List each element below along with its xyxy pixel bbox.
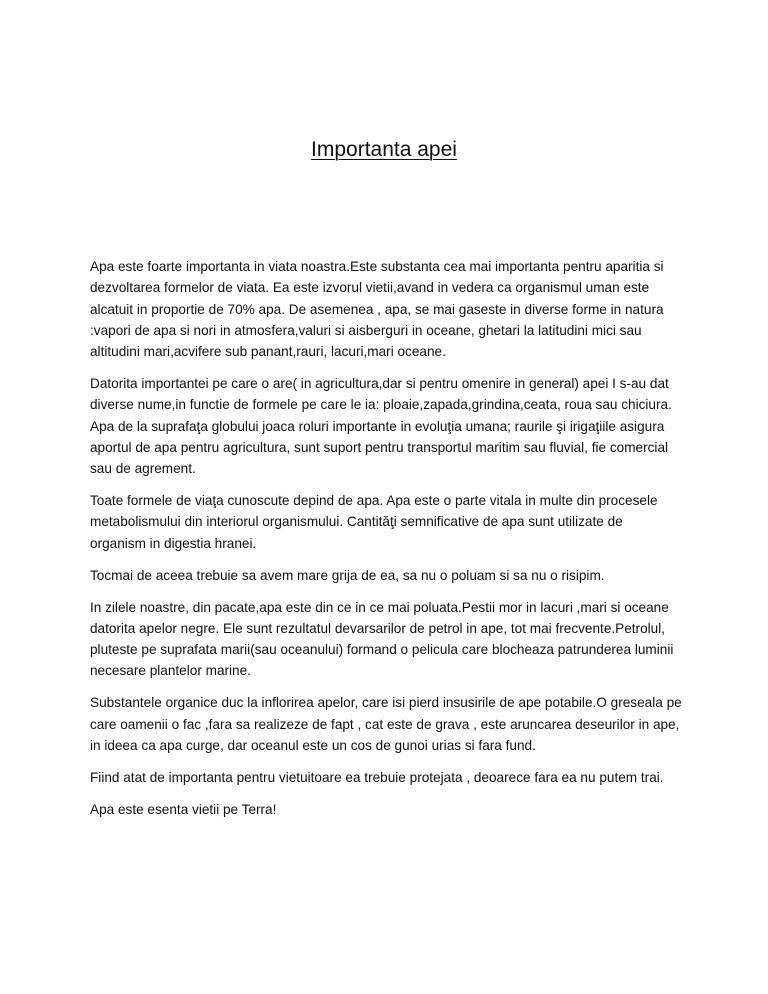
paragraph-6: Substantele organice duc la inflorirea apelor, care isi pierd insusirile de ape potabile.O greseala pe care oamenii o fac ,fara sa realizeze de fapt , cat este de grava , este aruncarea deseurilor in ape, in ideea ca apa curge, dar oceanul este un cos de gunoi urias si fara fund. [90,695,682,753]
paragraph-1: Apa este foarte importanta in viata noastra.Este substanta cea mai importanta pentru aparitia si dezvoltarea formelor de viata. Ea este izvorul vietii,avand in vedera ca organismul uman este alcatuit in proportie de 70% apa. De asemenea , apa, se mai gaseste in diverse forme in natura :vapori de apa si nori in atmosfera,valuri si aisberguri in oceane, ghetari la latitudini mici sau altitudini mari,acvifere sub panant,rauri, lacuri,mari oceane. [90,259,664,360]
document-title-text: Importanta apei [311,138,457,161]
paragraph-7: Fiind atat de importanta pentru vietuitoare ea trebuie protejata , deoarece fara ea nu putem trai. [90,769,664,785]
document-body [90,256,682,831]
paragraph-2: Datorita importantei pe care o are( in agricultura,dar si pentru omenire in general) apei I s-au dat diverse nume,in functie de formele pe care le ia: ploaie,zapada,grindina,ceata, roua sau chiciura. Apa de la suprafaţa globului joaca roluri importante in evoluţia umana; raurile şi irigaţiile asigura aportul de apa pentru agricultura, sunt suport pentru transportul maritim sau fluvial, fie comercial sau de agrement. [90,376,672,477]
paragraph-4: Tocmai de aceea trebuie sa avem mare grija de ea, sa nu o poluam si sa nu o risipim. [90,567,605,583]
paragraph-3: Toate formele de viaţa cunoscute depind de apa. Apa este o parte vitala in multe din procesele metabolismului din interiorul organismului. Cantităţi semnificative de apa sunt utilizate de organism in digestia hranei. [90,493,658,551]
document-title [0,136,768,164]
paragraph-5: In zilele noastre, din pacate,apa este din ce in ce mai poluata.Pestii mor in lacuri ,mari si oceane datorita apelor negre. Ele sunt rezultatul devarsarilor de petrol in ape, tot mai frecvente.Petrolul, pluteste pe suprafata marii(sau oceanului) formand o pelicula care blocheaza patrunderea luminii necesare plantelor marine. [90,599,674,679]
paragraph-8: Apa este esenta vietii pe Terra! [90,801,277,817]
